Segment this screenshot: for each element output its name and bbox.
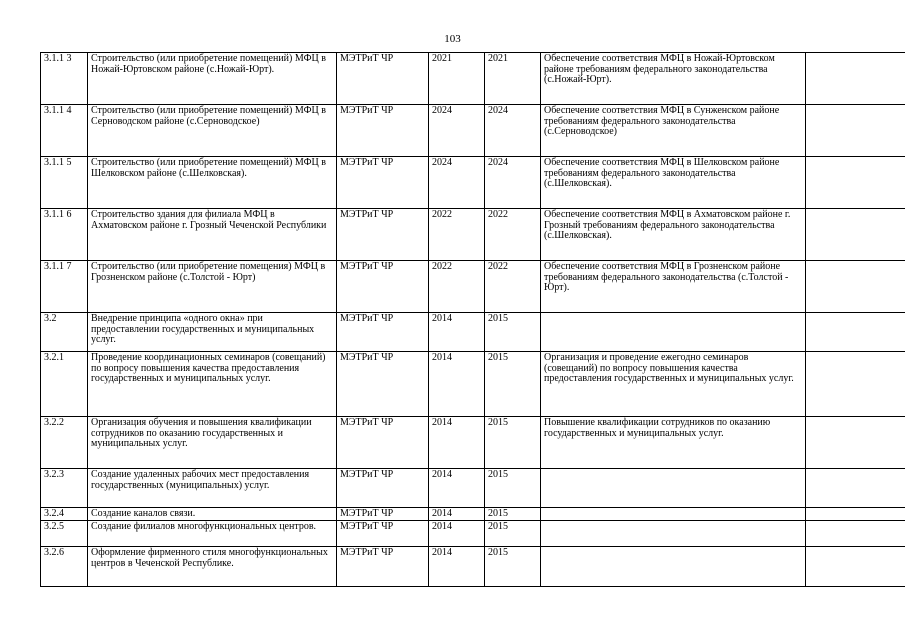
start-year-cell: 2014	[429, 547, 485, 587]
row-number-cell: 3.1.1 7	[41, 261, 88, 313]
row-number-cell: 3.2	[41, 313, 88, 352]
executor-cell: МЭТРиТ ЧР	[337, 469, 429, 508]
table-row	[41, 261, 905, 313]
end-year-cell: 2015	[485, 352, 541, 417]
activity-title-cell: Оформление фирменного стиля многофункциональных центров в Чеченской Республике.	[88, 547, 337, 587]
start-year-cell: 2014	[429, 508, 485, 521]
notes-cell	[806, 508, 905, 521]
start-year-cell: 2014	[429, 352, 485, 417]
executor-cell: МЭТРиТ ЧР	[337, 53, 429, 105]
table-row	[41, 209, 905, 261]
table-row	[41, 469, 905, 508]
activity-title-cell: Внедрение принципа «одного окна» при предоставлении государственных и муниципальных услуг.	[88, 313, 337, 352]
row-number-cell: 3.2.3	[41, 469, 88, 508]
row-number-cell: 3.1.1 5	[41, 157, 88, 209]
end-year-cell: 2015	[485, 469, 541, 508]
executor-cell: МЭТРиТ ЧР	[337, 521, 429, 547]
expected-result-cell: Обеспечение соответствия МФЦ в Сунженском районе требованиям федерального законодательства (с.Серноводское)	[541, 105, 806, 157]
start-year-cell: 2024	[429, 157, 485, 209]
start-year-cell: 2024	[429, 105, 485, 157]
activity-title-cell: Создание каналов связи.	[88, 508, 337, 521]
notes-cell	[806, 53, 905, 105]
activity-title-cell: Строительство (или приобретение помещений) МФЦ в Шелковском районе (с.Шелковская).	[88, 157, 337, 209]
notes-cell	[806, 469, 905, 508]
activity-title-cell: Строительство (или приобретение помещения) МФЦ в Грозненском районе (с.Толстой - Юрт)	[88, 261, 337, 313]
executor-cell: МЭТРиТ ЧР	[337, 157, 429, 209]
expected-result-cell	[541, 469, 806, 508]
row-number-cell: 3.2.5	[41, 521, 88, 547]
activity-title-cell: Создание удаленных рабочих мест предоставления государственных (муниципальных) услуг.	[88, 469, 337, 508]
notes-cell	[806, 352, 905, 417]
end-year-cell: 2015	[485, 521, 541, 547]
table-row	[41, 417, 905, 469]
expected-result-cell: Повышение квалификации сотрудников по оказанию государственных и муниципальных услуг.	[541, 417, 806, 469]
page-number: 103	[444, 33, 461, 45]
start-year-cell: 2022	[429, 209, 485, 261]
table-row	[41, 547, 905, 587]
expected-result-cell: Обеспечение соответствия МФЦ в Шелковском районе требованиям федерального законодательства (с.Шелковская).	[541, 157, 806, 209]
executor-cell: МЭТРиТ ЧР	[337, 313, 429, 352]
activity-title-cell: Строительство (или приобретение помещений) МФЦ в Серноводском районе (с.Серноводское)	[88, 105, 337, 157]
row-number-cell: 3.1.1 6	[41, 209, 88, 261]
end-year-cell: 2021	[485, 53, 541, 105]
end-year-cell: 2015	[485, 508, 541, 521]
start-year-cell: 2014	[429, 521, 485, 547]
executor-cell: МЭТРиТ ЧР	[337, 105, 429, 157]
activity-title-cell: Проведение координационных семинаров (совещаний) по вопросу повышения качества предоставления государственных и муниципальных услуг.	[88, 352, 337, 417]
executor-cell: МЭТРиТ ЧР	[337, 508, 429, 521]
end-year-cell: 2015	[485, 313, 541, 352]
end-year-cell: 2024	[485, 105, 541, 157]
start-year-cell: 2014	[429, 417, 485, 469]
end-year-cell: 2022	[485, 209, 541, 261]
start-year-cell: 2022	[429, 261, 485, 313]
expected-result-cell: Организация и проведение ежегодно семинаров (совещаний) по вопросу повышения качества предоставления государственных и муниципальных услуг.	[541, 352, 806, 417]
notes-cell	[806, 209, 905, 261]
expected-result-cell	[541, 547, 806, 587]
notes-cell	[806, 547, 905, 587]
activity-title-cell: Строительство здания для филиала МФЦ в Ахматовском районе г. Грозный Чеченской Республики	[88, 209, 337, 261]
start-year-cell: 2014	[429, 469, 485, 508]
measures-table	[40, 52, 905, 587]
row-number-cell: 3.1.1 3	[41, 53, 88, 105]
executor-cell: МЭТРиТ ЧР	[337, 547, 429, 587]
executor-cell: МЭТРиТ ЧР	[337, 261, 429, 313]
notes-cell	[806, 105, 905, 157]
start-year-cell: 2021	[429, 53, 485, 105]
table-row	[41, 105, 905, 157]
end-year-cell: 2022	[485, 261, 541, 313]
expected-result-cell: Обеспечение соответствия МФЦ в Ножай-Юртовском районе требованиям федерального законодательства (с.Ножай-Юрт).	[541, 53, 806, 105]
end-year-cell: 2015	[485, 417, 541, 469]
row-number-cell: 3.2.2	[41, 417, 88, 469]
end-year-cell: 2015	[485, 547, 541, 587]
row-number-cell: 3.2.4	[41, 508, 88, 521]
executor-cell: МЭТРиТ ЧР	[337, 209, 429, 261]
notes-cell	[806, 313, 905, 352]
notes-cell	[806, 417, 905, 469]
activity-title-cell: Создание филиалов многофункциональных центров.	[88, 521, 337, 547]
row-number-cell: 3.1.1 4	[41, 105, 88, 157]
measures-table-body	[41, 53, 905, 587]
table-row	[41, 53, 905, 105]
notes-cell	[806, 157, 905, 209]
executor-cell: МЭТРиТ ЧР	[337, 417, 429, 469]
row-number-cell: 3.2.6	[41, 547, 88, 587]
table-row	[41, 352, 905, 417]
activity-title-cell: Организация обучения и повышения квалификации сотрудников по оказанию государственных и муниципальных услуг.	[88, 417, 337, 469]
row-number-cell: 3.2.1	[41, 352, 88, 417]
notes-cell	[806, 521, 905, 547]
end-year-cell: 2024	[485, 157, 541, 209]
expected-result-cell	[541, 521, 806, 547]
expected-result-cell	[541, 313, 806, 352]
table-row	[41, 157, 905, 209]
table-row	[41, 521, 905, 547]
table-row	[41, 508, 905, 521]
table-row	[41, 313, 905, 352]
start-year-cell: 2014	[429, 313, 485, 352]
executor-cell: МЭТРиТ ЧР	[337, 352, 429, 417]
expected-result-cell: Обеспечение соответствия МФЦ в Ахматовском районе г. Грозный требованиям федерального законодательства (с.Шелковская).	[541, 209, 806, 261]
activity-title-cell: Строительство (или приобретение помещений) МФЦ в Ножай-Юртовском районе (с.Ножай-Юрт).	[88, 53, 337, 105]
expected-result-cell: Обеспечение соответствия МФЦ в Грозненском районе требованиям федерального законодательства (с.Толстой - Юрт).	[541, 261, 806, 313]
notes-cell	[806, 261, 905, 313]
expected-result-cell	[541, 508, 806, 521]
